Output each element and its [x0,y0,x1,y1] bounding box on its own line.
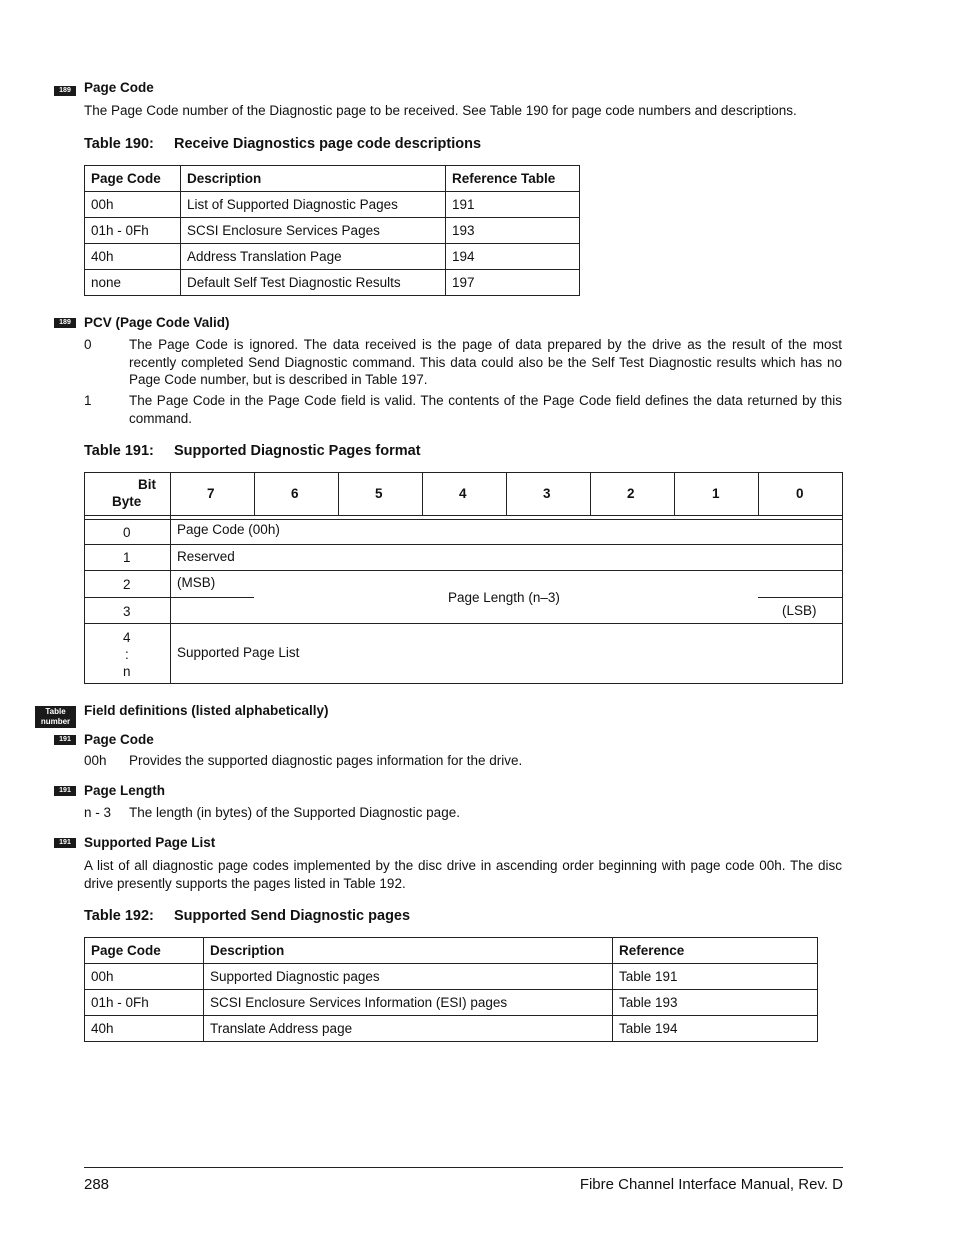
table-header-cell: Page Code [85,938,204,964]
table-cell: SCSI Enclosure Services Pages [181,218,446,244]
table-row [85,218,580,244]
table192-caption [84,908,410,924]
supported-page-list-field: Supported Page List [177,645,300,660]
table192-number: Table 192: [84,908,154,924]
table-header-cell: Description [181,166,446,192]
bit-header: 3 [543,486,551,501]
table-cell: Translate Address page [204,1016,613,1042]
table-cell: 197 [446,270,580,296]
page-code-field: Page Code (00h) [177,522,280,537]
table192-title: Supported Send Diagnostic pages [174,908,411,924]
table-cell: Supported Diagnostic pages [204,964,613,990]
table191-number: Table 191: [84,443,154,459]
manual-title: Fibre Channel Interface Manual, Rev. D [579,1176,843,1193]
row-divider [85,597,170,598]
byte-number: 1 [123,550,131,565]
page-code-description: The Page Code number of the Diagnostic page to be received. See Table 190 for page code numbers and descriptions. [84,103,797,118]
table190-title: Receive Diagnostics page code descriptions [174,136,482,152]
table-cell: 01h - 0Fh [85,990,204,1016]
table-header-cell: Reference Table [446,166,580,192]
pcv-text: The Page Code in the Page Code field is valid. The contents of the Page Code field defines the data returned by this command. [129,393,842,426]
table-cell: Table 193 [613,990,818,1016]
table-cell: 00h [85,964,204,990]
field-definitions-heading: Field definitions (listed alphabetically) [84,703,329,718]
bit-label: Bit [138,477,156,492]
row-divider [758,597,842,598]
byte-number: 3 [123,604,131,619]
table190 [84,165,580,296]
bit-header: 0 [796,486,804,501]
byte-label: Byte [112,494,142,509]
table-cell: 40h [85,244,181,270]
table190-number: Table 190: [84,136,154,152]
row-divider [85,519,842,520]
table-cell: List of Supported Diagnostic Pages [181,192,446,218]
table-cell: Address Translation Page [181,244,446,270]
table191 [84,472,843,684]
lsb-label: (LSB) [782,603,817,618]
bit-header: 5 [375,486,383,501]
fd-supported-heading: Supported Page List [84,835,216,850]
row-divider [170,597,254,598]
table-row [85,192,580,218]
byte-number: 4 [123,630,131,645]
table-cell: Default Self Test Diagnostic Results [181,270,446,296]
fd-page-code-heading: Page Code [84,732,154,747]
table192 [84,937,818,1042]
table191-title: Supported Diagnostic Pages format [174,443,421,459]
fd-page-length-text: The length (in bytes) of the Supported Diagnostic page. [129,805,460,820]
table-cell: 01h - 0Fh [85,218,181,244]
pcv-text: The Page Code is ignored. The data received is the page of data prepared by the drive as the result of the most recently completed Send Diagnostic command. This data could also be the Self Test Diagnostic results which has no Page Code number, but is described in Table 197. [129,337,842,387]
table-cell: 191 [446,192,580,218]
fd-page-code-value: 00h [84,753,107,768]
table-ref-tag: 191 [54,786,76,796]
byte-number: : [125,647,129,662]
table-ref-tag: 191 [54,838,76,848]
table-header-cell: Description [204,938,613,964]
column-divider [170,473,171,683]
row-divider [85,544,842,545]
page-number: 288 [84,1176,110,1193]
table-row [85,964,818,990]
column-divider [674,473,675,515]
page-code-heading: Page Code [84,80,154,95]
table-row [85,270,580,296]
table-cell: Table 194 [613,1016,818,1042]
table-cell: 194 [446,244,580,270]
fd-supported-text: A list of all diagnostic page codes implemented by the disc drive in ascending order beginning with page code 00h. The disc drive presently supports the pages listed in Table 192. [84,858,842,891]
bit-header: 6 [291,486,299,501]
fd-page-code-text: Provides the supported diagnostic pages information for the drive. [129,753,523,768]
bit-header: 1 [712,486,720,501]
table191-caption [84,443,421,459]
column-divider [254,473,255,515]
pcv-heading: PCV (Page Code Valid) [84,315,230,330]
fd-page-length-heading: Page Length [84,783,166,798]
pcv-value: 1 [84,393,92,408]
table-header-cell: Reference [613,938,818,964]
byte-number: 0 [123,525,131,540]
column-divider [590,473,591,515]
row-divider [85,515,842,516]
table-number-tag: Table number [35,706,76,728]
page-length-field: Page Length (n–3) [448,590,560,605]
byte-number: n [123,664,131,679]
row-divider [85,570,842,571]
table-header-row [85,166,580,192]
table-header-row [85,938,818,964]
table-cell: 40h [85,1016,204,1042]
column-divider [758,473,759,515]
bit-header: 2 [627,486,635,501]
msb-label: (MSB) [177,575,216,590]
table-cell: none [85,270,181,296]
table-header-cell: Page Code [85,166,181,192]
table-row [85,990,818,1016]
bit-header: 7 [207,486,215,501]
row-divider [85,623,842,624]
column-divider [338,473,339,515]
table-row [85,244,580,270]
table-cell: 00h [85,192,181,218]
table190-caption [84,136,481,152]
table-row [85,1016,818,1042]
pcv-value: 0 [84,337,92,352]
table-cell: SCSI Enclosure Services Information (ESI) pages [204,990,613,1016]
fd-page-length-value: n - 3 [84,805,112,820]
bit-header: 4 [459,486,467,501]
table-ref-tag: 189 [54,318,76,328]
table-cell: Table 191 [613,964,818,990]
footer-divider [84,1167,843,1168]
byte-number: 2 [123,577,131,592]
table-ref-tag: 191 [54,735,76,745]
table-ref-tag: 189 [54,86,76,96]
column-divider [422,473,423,515]
table-cell: 193 [446,218,580,244]
reserved-field: Reserved [177,549,235,564]
column-divider [506,473,507,515]
